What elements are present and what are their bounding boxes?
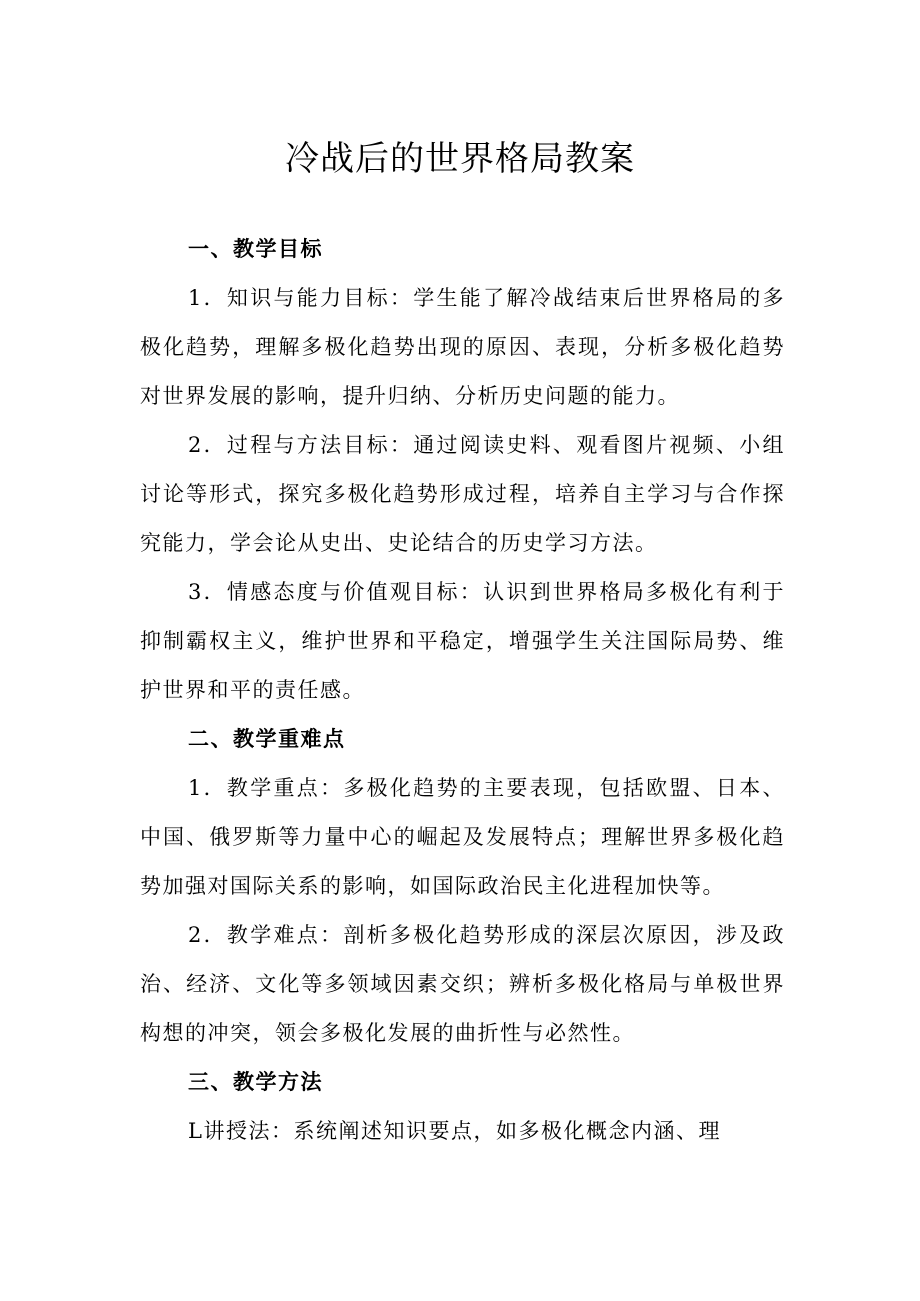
paragraph: 3．情感态度与价值观目标：认识到世界格局多极化有利于抑制霸权主义，维护世界和平稳定，增强学生关注国际局势、维护世界和平的责任感。 <box>140 580 785 702</box>
paragraph: 1．知识与能力目标：学生能了解冷战结束后世界格局的多极化趋势，理解多极化趋势出现的原因、表现，分析多极化趋势对世界发展的影响，提升归纳、分析历史问题的能力。 <box>140 286 785 408</box>
document-body <box>140 225 785 1156</box>
section-heading: 一、教学目标 <box>188 237 323 261</box>
section-teaching-objectives <box>140 225 785 715</box>
section-heading: 三、教学方法 <box>188 1070 323 1094</box>
paragraph: 2．教学难点：剖析多极化趋势形成的深层次原因，涉及政治、经济、文化等多领域因素交织；辨析多极化格局与单极世界构想的冲突，领会多极化发展的曲折性与必然性。 <box>140 923 785 1045</box>
paragraph: L讲授法：系统阐述知识要点，如多极化概念内涵、理 <box>188 1119 721 1143</box>
section-key-difficult-points <box>140 715 785 1058</box>
section-heading: 二、教学重难点 <box>188 727 346 751</box>
section-teaching-methods <box>140 1058 785 1156</box>
paragraph: 1．教学重点：多极化趋势的主要表现，包括欧盟、日本、中国、俄罗斯等力量中心的崛起及发展特点；理解世界多极化趋势加强对国际关系的影响，如国际政治民主化进程加快等。 <box>140 776 785 898</box>
paragraph: 2．过程与方法目标：通过阅读史料、观看图片视频、小组讨论等形式，探究多极化趋势形成过程，培养自主学习与合作探究能力，学会论从史出、史论结合的历史学习方法。 <box>140 433 785 555</box>
document-title: 冷战后的世界格局教案 <box>285 139 635 179</box>
